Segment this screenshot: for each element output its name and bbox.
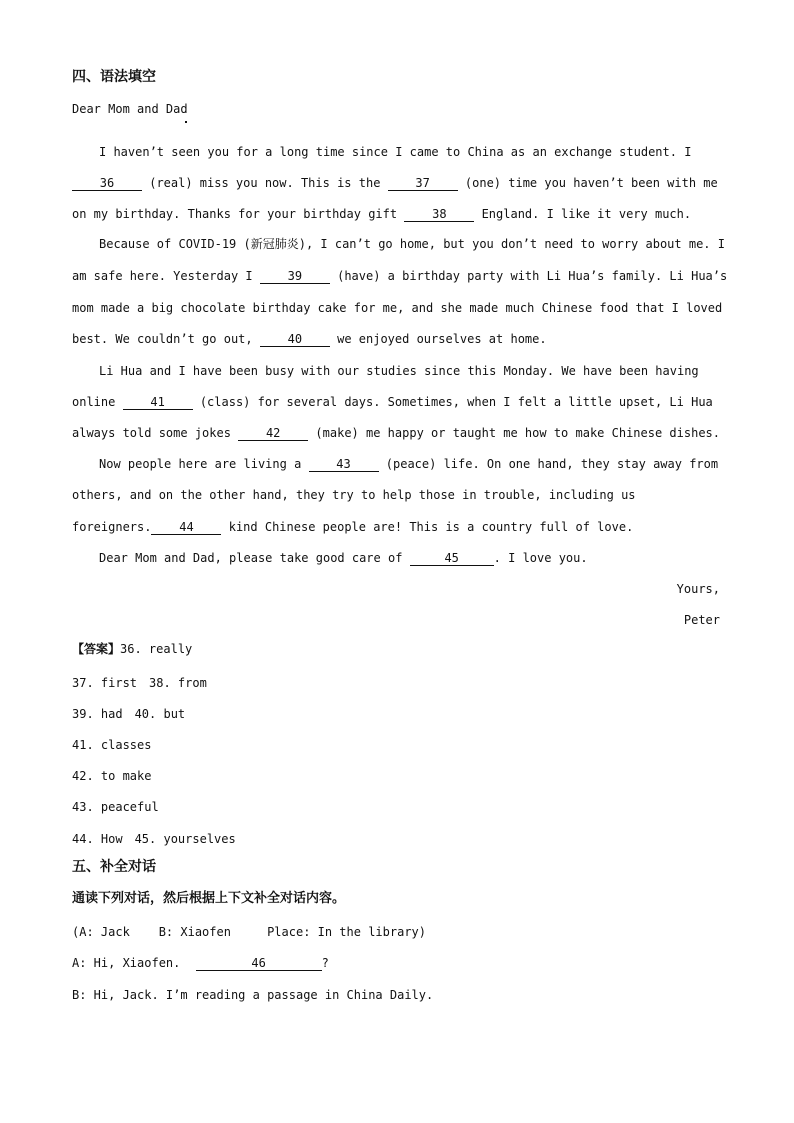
paragraph-4-line-1 [99, 456, 718, 472]
dialogue-line-b: B: Hi, Jack. I’m reading a passage in China Daily. [72, 988, 434, 1002]
p3-text-2a: online [72, 395, 116, 409]
dialogue-a-prefix: A: Hi, Xiaofen. [72, 956, 181, 970]
paragraph-4-line-3 [72, 519, 633, 535]
blank-38[interactable]: 38 [404, 207, 474, 222]
answer-label: 【答案】 [72, 642, 121, 656]
p4-text-1b: (peace) life. On one hand, they stay away from [385, 457, 719, 471]
dialogue-line-a [72, 955, 329, 971]
dialogue-roles: (A: Jack B: Xiaofen Place: In the library) [72, 925, 427, 939]
p2-text-4a: best. We couldn’t go out, [72, 332, 253, 346]
p4-text-1a: Now people here are living a [99, 457, 302, 471]
blank-40[interactable]: 40 [260, 332, 330, 347]
p1-text-2b: (one) time you haven’t been with me [464, 176, 718, 190]
paragraph-2-line-4 [72, 331, 547, 347]
answer-36: 36. really [120, 642, 193, 656]
blank-45[interactable]: 45 [410, 551, 494, 566]
p2-text-2b: (have) a birthday party with Li Hua’s family. Li Hua’s [337, 269, 728, 283]
paragraph-3-line-1: Li Hua and I have been busy with our studies since this Monday. We have been having [99, 364, 699, 378]
paragraph-1-line-3 [72, 206, 691, 222]
answer-39: 39. had [72, 707, 123, 721]
paragraph-4-line-2: others, and on the other hand, they try to help those in trouble, including us [72, 488, 636, 502]
blank-44[interactable]: 44 [151, 520, 221, 535]
p4-text-3a: foreigners. [72, 520, 152, 534]
p1-text-3b: England. I like it very much. [481, 207, 692, 221]
letter-greeting: Dear Mom and Dad [72, 102, 188, 116]
p3-text-3b: (make) me happy or taught me how to make Chinese dishes. [315, 426, 720, 440]
blank-46[interactable]: 46 [196, 956, 322, 971]
paragraph-1-line-2 [72, 175, 718, 191]
section-4-title: 四、语法填空 [72, 69, 156, 85]
p1-text-2a: (real) miss you now. This is the [149, 176, 381, 190]
section-5-instruction: 通读下列对话，然后根据上下文补全对话内容。 [72, 891, 346, 906]
paragraph-2-line-1: Because of COVID-19 (新冠肺炎), I can’t go home, but you don’t need to worry about me. I [99, 237, 725, 251]
answer-41: 41. classes [72, 738, 152, 752]
p3-text-2b: (class) for several days. Sometimes, when I felt a little upset, Li Hua [199, 395, 713, 409]
paragraph-3-line-2 [72, 394, 713, 410]
p2-text-2a: am safe here. Yesterday I [72, 269, 253, 283]
answer-line-3 [72, 706, 185, 722]
blank-37[interactable]: 37 [388, 176, 458, 191]
answer-42: 42. to make [72, 769, 152, 783]
paragraph-2-line-3: mom made a big chocolate birthday cake for me, and she made much Chinese food that I loved [72, 301, 723, 315]
answer-line-2 [72, 675, 207, 691]
paragraph-2-line-2 [72, 268, 727, 284]
stray-mark [185, 121, 187, 123]
answer-40: 40. but [134, 707, 186, 721]
answer-line-1 [72, 641, 192, 657]
section-5-title: 五、补全对话 [72, 859, 156, 875]
blank-43[interactable]: 43 [309, 457, 379, 472]
letter-closing: Yours, [676, 582, 720, 596]
paragraph-3-line-3 [72, 425, 720, 441]
blank-41[interactable]: 41 [123, 395, 193, 410]
answer-44: 44. How [72, 832, 123, 846]
answer-43: 43. peaceful [72, 800, 159, 814]
answer-45: 45. yourselves [134, 832, 236, 846]
p1-text-3a: on my birthday. Thanks for your birthday gift [72, 207, 398, 221]
p4-text-3b: kind Chinese people are! This is a country full of love. [228, 520, 634, 534]
p3-text-3a: always told some jokes [72, 426, 231, 440]
paragraph-5-line-1 [99, 550, 588, 566]
letter-signature: Peter [683, 613, 720, 627]
blank-42[interactable]: 42 [238, 426, 308, 441]
answer-37: 37. first [72, 676, 138, 690]
p5-text-1a: Dear Mom and Dad, please take good care of [99, 551, 403, 565]
p2-text-4b: we enjoyed ourselves at home. [337, 332, 547, 346]
p5-text-1b: . I love you. [493, 551, 588, 565]
dialogue-a-suffix: ? [321, 956, 329, 970]
answer-38: 38. from [149, 676, 207, 690]
paragraph-1-line-1: I haven’t seen you for a long time since I came to China as an exchange student. I [99, 145, 692, 159]
blank-39[interactable]: 39 [260, 269, 330, 284]
blank-36[interactable]: 36 [72, 176, 142, 191]
answer-line-8 [72, 831, 236, 847]
